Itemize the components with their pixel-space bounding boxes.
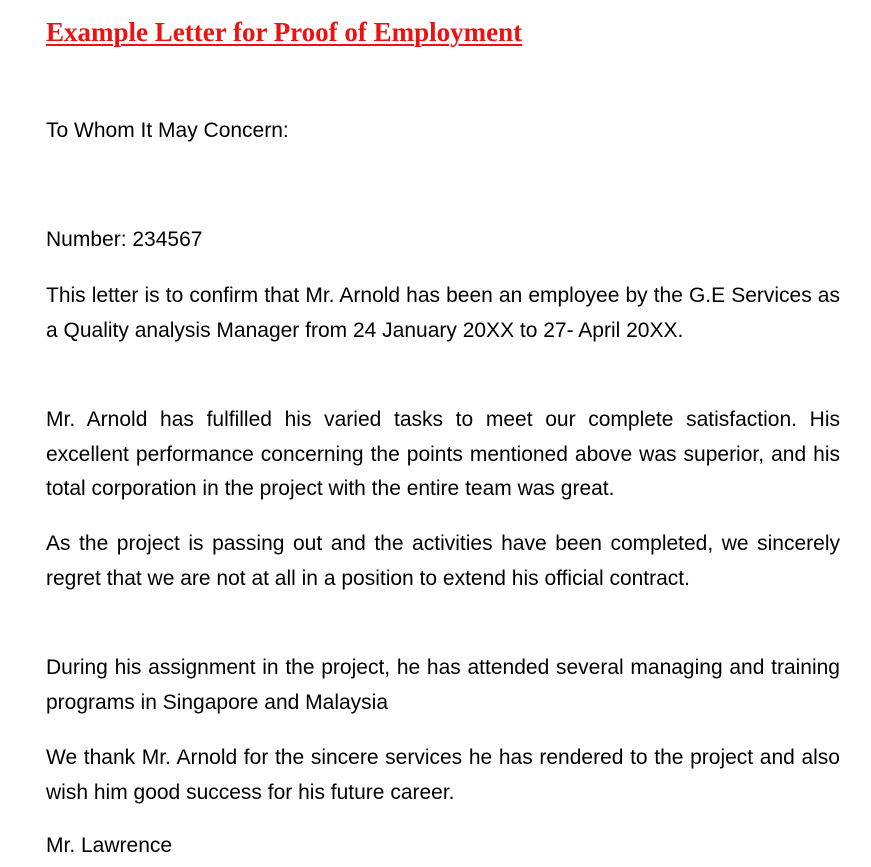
paragraph-contract: As the project is passing out and the activities have been completed, we sincerely regret that we are not at all in a position to extend his official contract. [46,532,840,590]
paragraph-confirmation: This letter is to confirm that Mr. Arnold has been an employee by the G.E Services as a Quality analysis Manager from 24 January 20XX to 27- April 20XX. [46,284,840,342]
signature: Mr. Lawrence [46,834,173,857]
paragraph-training: During his assignment in the project, he has attended several managing and training programs in Singapore and Malaysia [46,656,840,714]
salutation: To Whom It May Concern: [46,119,289,142]
letter-title: Example Letter for Proof of Employment [46,17,523,47]
reference-number: Number: 234567 [46,228,203,251]
paragraph-performance: Mr. Arnold has fulfilled his varied tasks to meet our complete satisfaction. His excellent performance concerning the points mentioned above was superior, and his total corporation in the project with the entire team was great. [46,408,840,500]
paragraph-thanks: We thank Mr. Arnold for the sincere services he has rendered to the project and also wish him good success for his future career. [46,746,840,804]
